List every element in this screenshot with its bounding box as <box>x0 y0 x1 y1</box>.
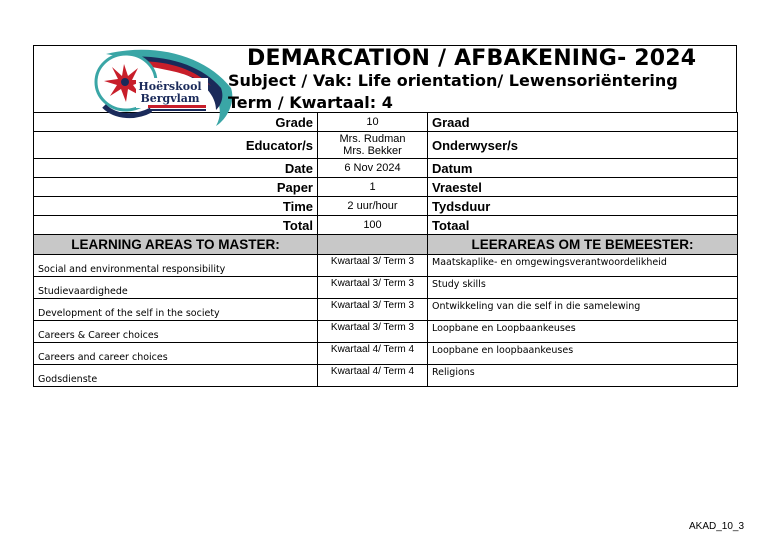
document-title: DEMARCATION / AFBAKENING- 2024 <box>247 46 697 71</box>
grade-label-af: Graad <box>428 113 738 132</box>
educator-row <box>34 132 738 159</box>
area-af: Religions <box>428 365 738 387</box>
time-value: 2 uur/hour <box>318 197 428 216</box>
educator-label: Educator/s <box>34 132 318 159</box>
area-en: Development of the self in the society <box>34 299 318 321</box>
time-row <box>34 197 738 216</box>
area-en: Careers and career choices <box>34 343 318 365</box>
demarcation-document <box>33 45 737 387</box>
date-value: 6 Nov 2024 <box>318 159 428 178</box>
area-en: Social and environmental responsibility <box>34 255 318 277</box>
area-en: Studievaardighede <box>34 277 318 299</box>
paper-label-af: Vraestel <box>428 178 738 197</box>
document-code: AKAD_10_3 <box>689 521 745 532</box>
areas-header-row <box>34 235 738 255</box>
areas-header-spacer <box>318 235 428 255</box>
table-row <box>34 365 738 387</box>
area-term: Kwartaal 4/ Term 4 <box>318 343 428 365</box>
areas-header-af: LEERAREAS OM TE BEMEESTER: <box>428 235 738 255</box>
date-label-af: Datum <box>428 159 738 178</box>
areas-header-en: LEARNING AREAS TO MASTER: <box>34 235 318 255</box>
date-label: Date <box>34 159 318 178</box>
educator-name-2: Mrs. Bekker <box>343 145 402 157</box>
table-row <box>34 255 738 277</box>
area-term: Kwartaal 3/ Term 3 <box>318 255 428 277</box>
area-af: Study skills <box>428 277 738 299</box>
demarcation-table <box>33 112 738 387</box>
area-af: Ontwikkeling van die self in die samelewing <box>428 299 738 321</box>
total-row <box>34 216 738 235</box>
educator-label-af: Onderwyser/s <box>428 132 738 159</box>
area-term: Kwartaal 3/ Term 3 <box>318 321 428 343</box>
table-row <box>34 343 738 365</box>
educator-name-1: Mrs. Rudman <box>339 133 406 145</box>
grade-label: Grade <box>34 113 318 132</box>
school-logo <box>66 48 241 128</box>
subject-line: Subject / Vak: Life orientation/ Lewensoriëntering <box>228 71 678 90</box>
logo-text-line1: Hoërskool <box>138 80 202 93</box>
paper-value: 1 <box>318 178 428 197</box>
table-row <box>34 299 738 321</box>
total-label: Total <box>34 216 318 235</box>
area-af: Loopbane en Loopbaankeuses <box>428 321 738 343</box>
area-en: Careers & Career choices <box>34 321 318 343</box>
time-label: Time <box>34 197 318 216</box>
table-row <box>34 321 738 343</box>
term-line: Term / Kwartaal: 4 <box>228 93 393 112</box>
area-term: Kwartaal 3/ Term 3 <box>318 299 428 321</box>
total-value: 100 <box>318 216 428 235</box>
date-row <box>34 159 738 178</box>
paper-label: Paper <box>34 178 318 197</box>
paper-row <box>34 178 738 197</box>
time-label-af: Tydsduur <box>428 197 738 216</box>
table-row <box>34 277 738 299</box>
area-term: Kwartaal 3/ Term 3 <box>318 277 428 299</box>
area-en: Godsdienste <box>34 365 318 387</box>
area-term: Kwartaal 4/ Term 4 <box>318 365 428 387</box>
logo-text-line2: Bergvlam <box>140 92 200 105</box>
educator-value <box>318 132 428 159</box>
area-af: Loopbane en loopbaankeuses <box>428 343 738 365</box>
grade-value: 10 <box>318 113 428 132</box>
area-af: Maatskaplike- en omgewingsverantwoordelikheid <box>428 255 738 277</box>
document-header <box>33 45 737 112</box>
total-label-af: Totaal <box>428 216 738 235</box>
